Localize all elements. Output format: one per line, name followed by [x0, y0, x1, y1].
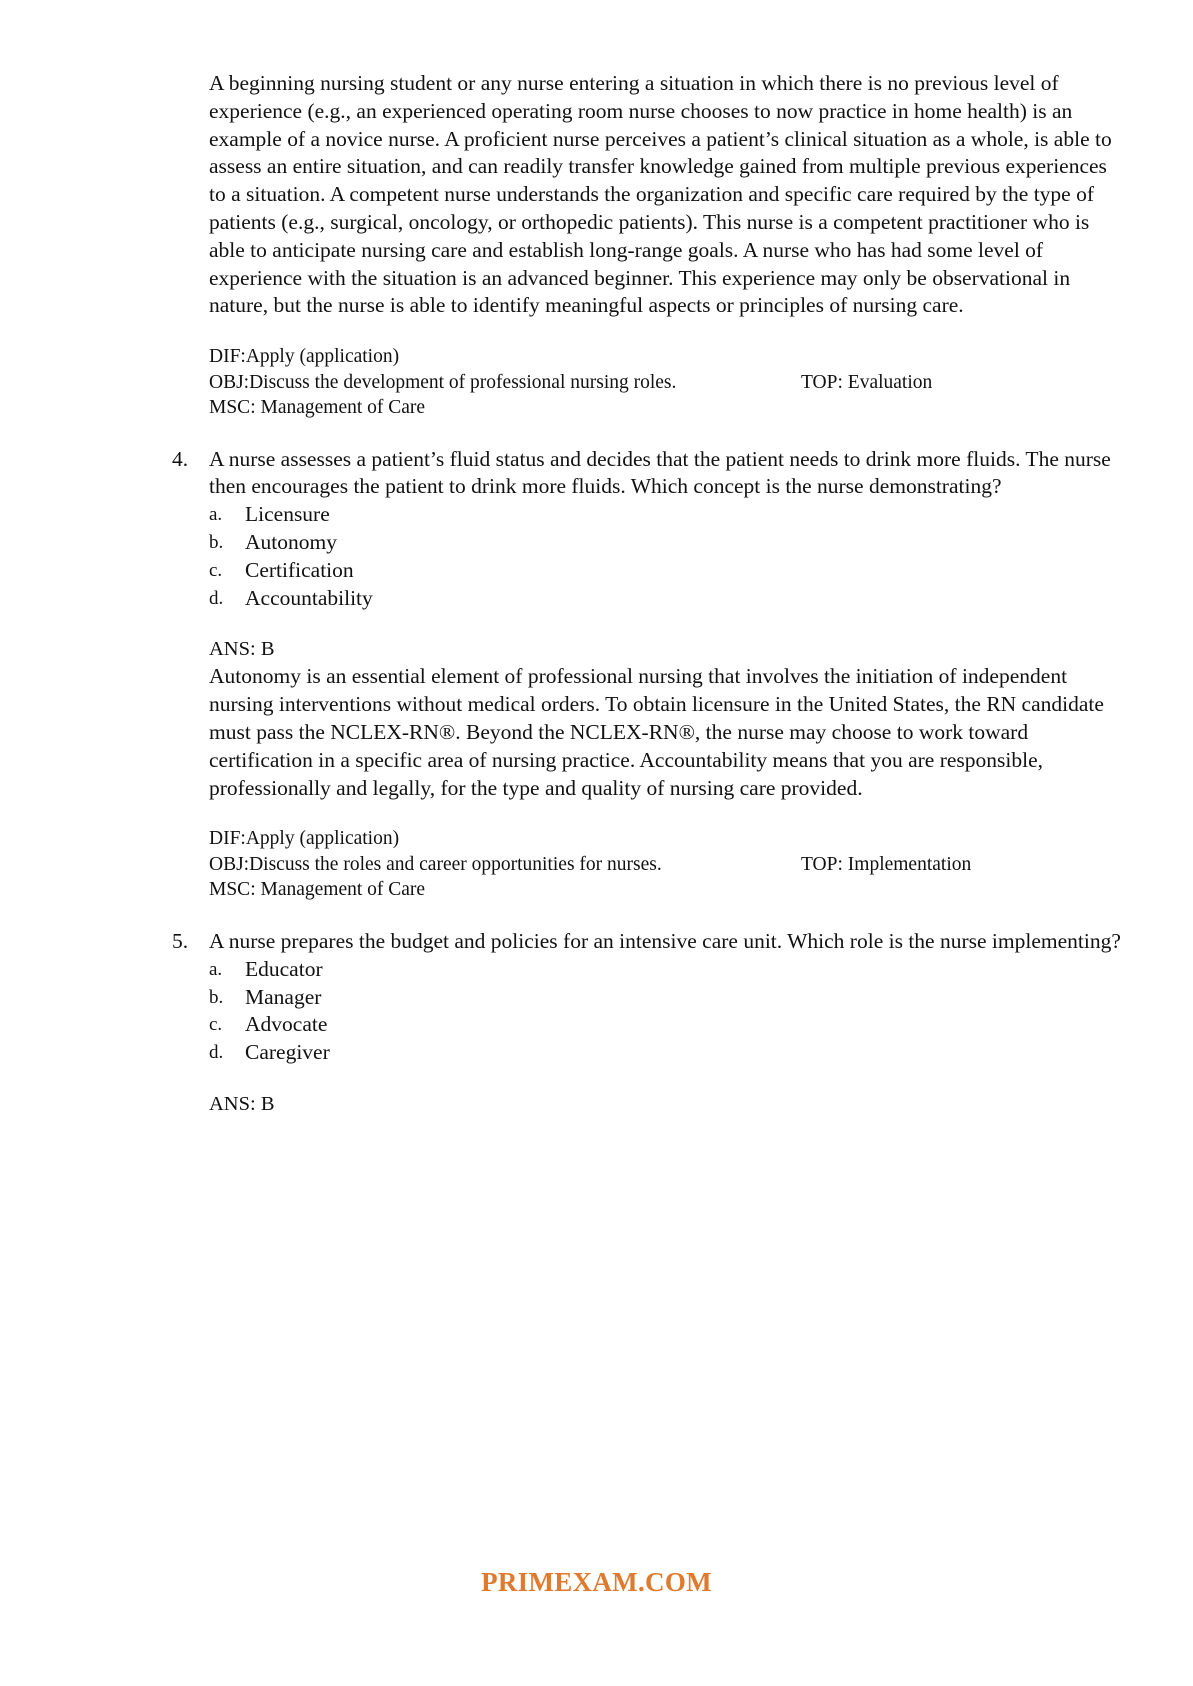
choice-text: Certification	[245, 557, 354, 582]
question-metadata	[209, 344, 1129, 421]
choice-text: Manager	[245, 984, 322, 1009]
choice-b	[209, 529, 1129, 557]
document-body	[172, 70, 1129, 1118]
topic-label: TOP: Implementation	[801, 853, 972, 875]
msc-line	[209, 877, 1129, 903]
objective-line	[209, 370, 1129, 396]
objective-label: OBJ:Discuss the development of professional nursing roles.	[209, 371, 677, 393]
choice-text: Advocate	[245, 1012, 328, 1037]
rationale-text: A beginning nursing student or any nurse entering a situation in which there is no previous level of experience (e.g., an experienced operating room nurse chooses to now practice in home health) is an example of a novice nurse. A proficient nurse perceives a patient’s clinical situation as a whole, is able to assess an entire situation, and can readily transfer knowledge gained from multiple previous experiences to a situation. A competent nurse understands the organization and specific care required by the type of patients (e.g., surgical, oncology, or orthopedic patients). This nurse is a competent practitioner who is able to anticipate nursing care and establish long-range goals. A nurse who has had some level of experience with the situation is an advanced beginner. This experience may only be observational in nature, but the nurse is able to identify meaningful aspects or principles of nursing care.	[209, 71, 1112, 318]
answer-key: ANS: B	[209, 1092, 275, 1115]
choice-a	[209, 501, 1129, 529]
question-number: 5.	[172, 928, 189, 953]
objective-label: OBJ:Discuss the roles and career opportunities for nurses.	[209, 853, 662, 875]
answer-choices	[209, 956, 1129, 1067]
question-number: 4.	[172, 446, 189, 471]
question-metadata	[209, 826, 1129, 903]
topic-label: TOP: Evaluation	[801, 371, 933, 393]
choice-text: Autonomy	[245, 530, 337, 555]
choice-letter: c.	[209, 559, 223, 581]
choice-a	[209, 956, 1129, 984]
choice-d	[209, 1039, 1129, 1067]
msc-label: MSC: Management of Care	[209, 397, 426, 419]
difficulty-label: DIF:Apply (application)	[209, 346, 400, 368]
question-5	[172, 928, 1129, 956]
objective-line	[209, 852, 1129, 878]
footer-brand: PRIMEXAM.COM	[481, 1567, 712, 1597]
difficulty-line	[209, 344, 1129, 370]
answer-key: ANS: B	[209, 638, 275, 661]
choice-c	[209, 1011, 1129, 1039]
choice-letter: a.	[209, 504, 223, 526]
choice-d	[209, 585, 1129, 613]
choice-text: Educator	[245, 956, 323, 981]
choice-text: Accountability	[245, 585, 373, 610]
choice-letter: d.	[209, 1042, 224, 1064]
answer-choices	[209, 501, 1129, 612]
choice-b	[209, 984, 1129, 1012]
choice-letter: b.	[209, 532, 224, 554]
msc-label: MSC: Management of Care	[209, 879, 426, 901]
msc-line	[209, 395, 1129, 421]
choice-text: Caregiver	[245, 1040, 330, 1065]
choice-text: Licensure	[245, 502, 330, 527]
difficulty-label: DIF:Apply (application)	[209, 828, 400, 850]
question-stem: A nurse assesses a patient’s fluid status and decides that the patient needs to drink more fluids. The nurse then encourages the patient to drink more fluids. Which concept is the nurse demonstrating?	[209, 446, 1111, 499]
choice-letter: b.	[209, 986, 224, 1008]
choice-letter: d.	[209, 587, 224, 609]
choice-c	[209, 557, 1129, 585]
rationale-text: Autonomy is an essential element of professional nursing that involves the initiation of independent nursing interventions without medical orders. To obtain licensure in the United States, the RN candidate must pass the NCLEX-RN®. Beyond the NCLEX-RN®, the nurse may choose to work toward certification in a specific area of nursing practice. Accountability means that you are responsible, professionally and legally, for the type and quality of nursing care provided.	[209, 664, 1104, 800]
difficulty-line	[209, 826, 1129, 852]
question-4	[172, 446, 1129, 502]
choice-letter: a.	[209, 958, 223, 980]
question-stem: A nurse prepares the budget and policies for an intensive care unit. Which role is the nurse implementing?	[209, 928, 1121, 953]
choice-letter: c.	[209, 1014, 223, 1036]
